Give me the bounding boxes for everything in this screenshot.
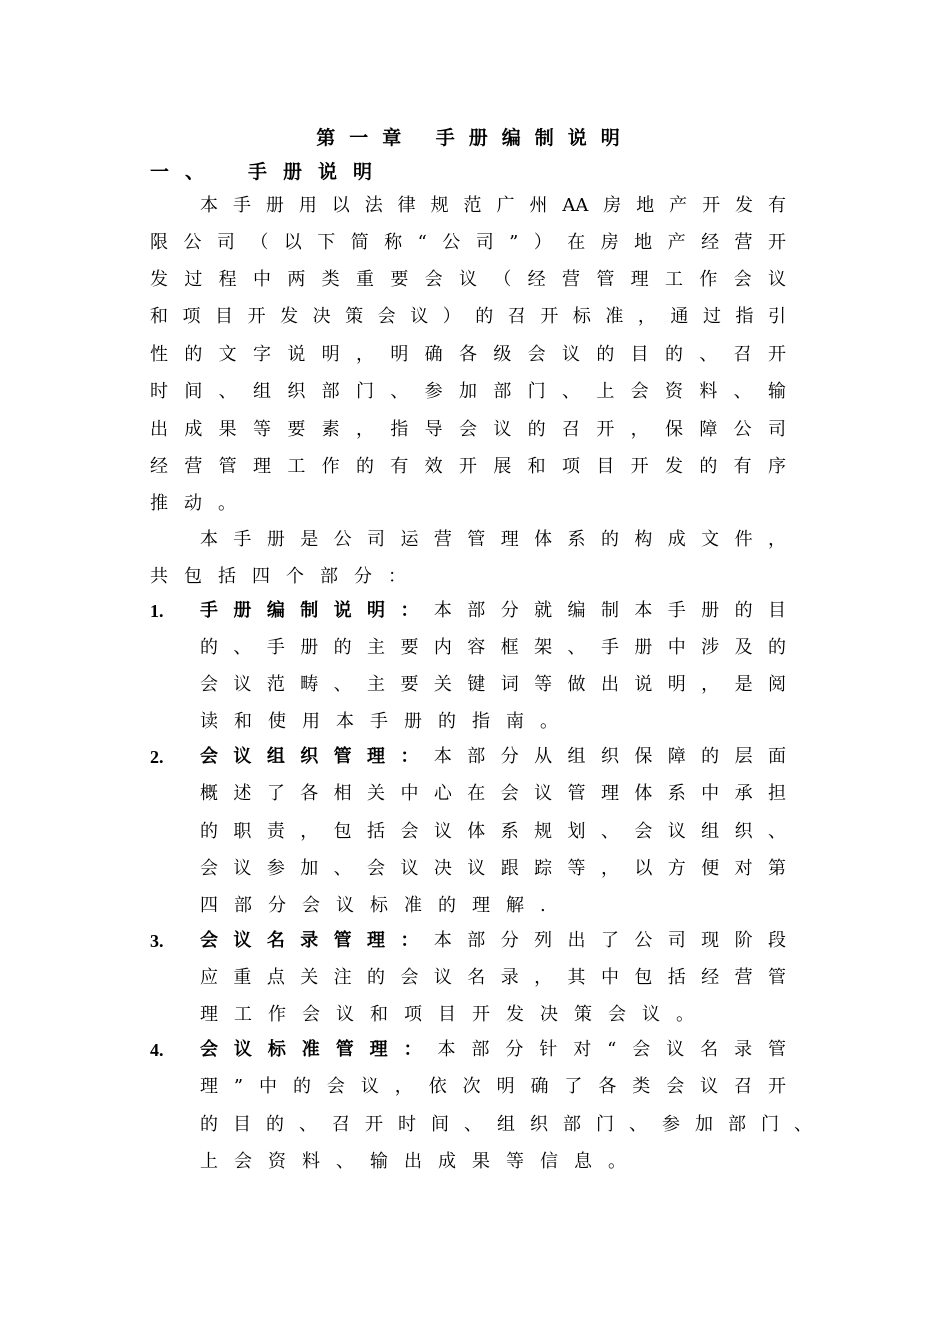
section-heading bbox=[150, 158, 388, 186]
paragraph-line: 本手册是公司运营管理体系的构成文件， bbox=[200, 529, 786, 550]
paragraph-line: 时间、组织部门、参加部门、上会资料、输 bbox=[150, 381, 786, 402]
paragraph-line: 出成果等要素，指导会议的召开，保障公司 bbox=[150, 419, 786, 440]
paragraph-line: 性的文字说明，明确各级会议的目的、召开 bbox=[150, 344, 786, 365]
list-item-line: 的、手册的主要内容框架、手册中涉及的 bbox=[200, 637, 786, 658]
list-item-text: 本部分针对“会议名录管 bbox=[437, 1039, 787, 1060]
list-item-line: 理”中的会议，依次明确了各类会议召开 bbox=[200, 1076, 786, 1097]
list-item-text: 本部分列出了公司现阶段 bbox=[433, 930, 787, 951]
list-item-first-line bbox=[200, 927, 786, 955]
list-item-text: 本部分从组织保障的层面 bbox=[433, 746, 787, 767]
list-item-text: 本部分就编制本手册的目 bbox=[433, 600, 787, 621]
list-item-line: 概述了各相关中心在会议管理体系中承担 bbox=[200, 783, 786, 804]
paragraph-line: 和项目开发决策会议）的召开标准，通过指引 bbox=[150, 306, 786, 327]
list-item-heading: 会议标准管理： bbox=[200, 1039, 438, 1060]
list-item-heading: 手册编制说明： bbox=[200, 600, 434, 621]
list-item-line: 上会资料、输出成果等信息。 bbox=[200, 1151, 642, 1172]
paragraph-line: 发过程中两类重要会议（经营管理工作会议 bbox=[150, 269, 786, 290]
list-item-first-line bbox=[200, 743, 786, 771]
list-item-line: 会议参加、会议决议跟踪等，以方便对第 bbox=[200, 858, 786, 879]
section-title: 手册说明 bbox=[248, 161, 389, 183]
list-item-line: 的职责，包括会议体系规划、会议组织、 bbox=[200, 821, 786, 842]
list-item-line: 的目的、召开时间、组织部门、参加部门、 bbox=[200, 1114, 812, 1135]
paragraph-line: 经营管理工作的有效开展和项目开发的有序 bbox=[150, 456, 786, 477]
list-number: 3. bbox=[150, 931, 164, 951]
list-item-line: 应重点关注的会议名录，其中包括经营管 bbox=[200, 967, 786, 988]
list-number: 1. bbox=[150, 601, 164, 621]
list-item-line: 理工作会议和项目开发决策会议。 bbox=[200, 1004, 710, 1025]
list-item-line: 四部分会议标准的理解. bbox=[200, 895, 562, 916]
list-item-first-line bbox=[200, 597, 786, 625]
list-item-line: 读和使用本手册的指南。 bbox=[200, 711, 574, 732]
list-number: 2. bbox=[150, 747, 164, 767]
list-item-line: 会议范畴、主要关键词等做出说明，是阅 bbox=[200, 674, 786, 695]
list-item-heading: 会议组织管理： bbox=[200, 746, 434, 767]
paragraph-line: 推动。 bbox=[150, 493, 252, 514]
list-item-first-line bbox=[200, 1036, 786, 1064]
list-number: 4. bbox=[150, 1040, 164, 1060]
paragraph-line: 共包括四个部分： bbox=[150, 566, 422, 587]
paragraph-line: 本手册用以法律规范广州AA房地产开发有 bbox=[200, 195, 786, 216]
paragraph-line: 限公司（以下简称“公司”）在房地产经营开 bbox=[150, 232, 786, 253]
list-item-heading: 会议名录管理： bbox=[200, 930, 434, 951]
chapter-title: 第一章 手册编制说明 bbox=[316, 127, 634, 149]
section-number: 一、 bbox=[150, 161, 221, 183]
